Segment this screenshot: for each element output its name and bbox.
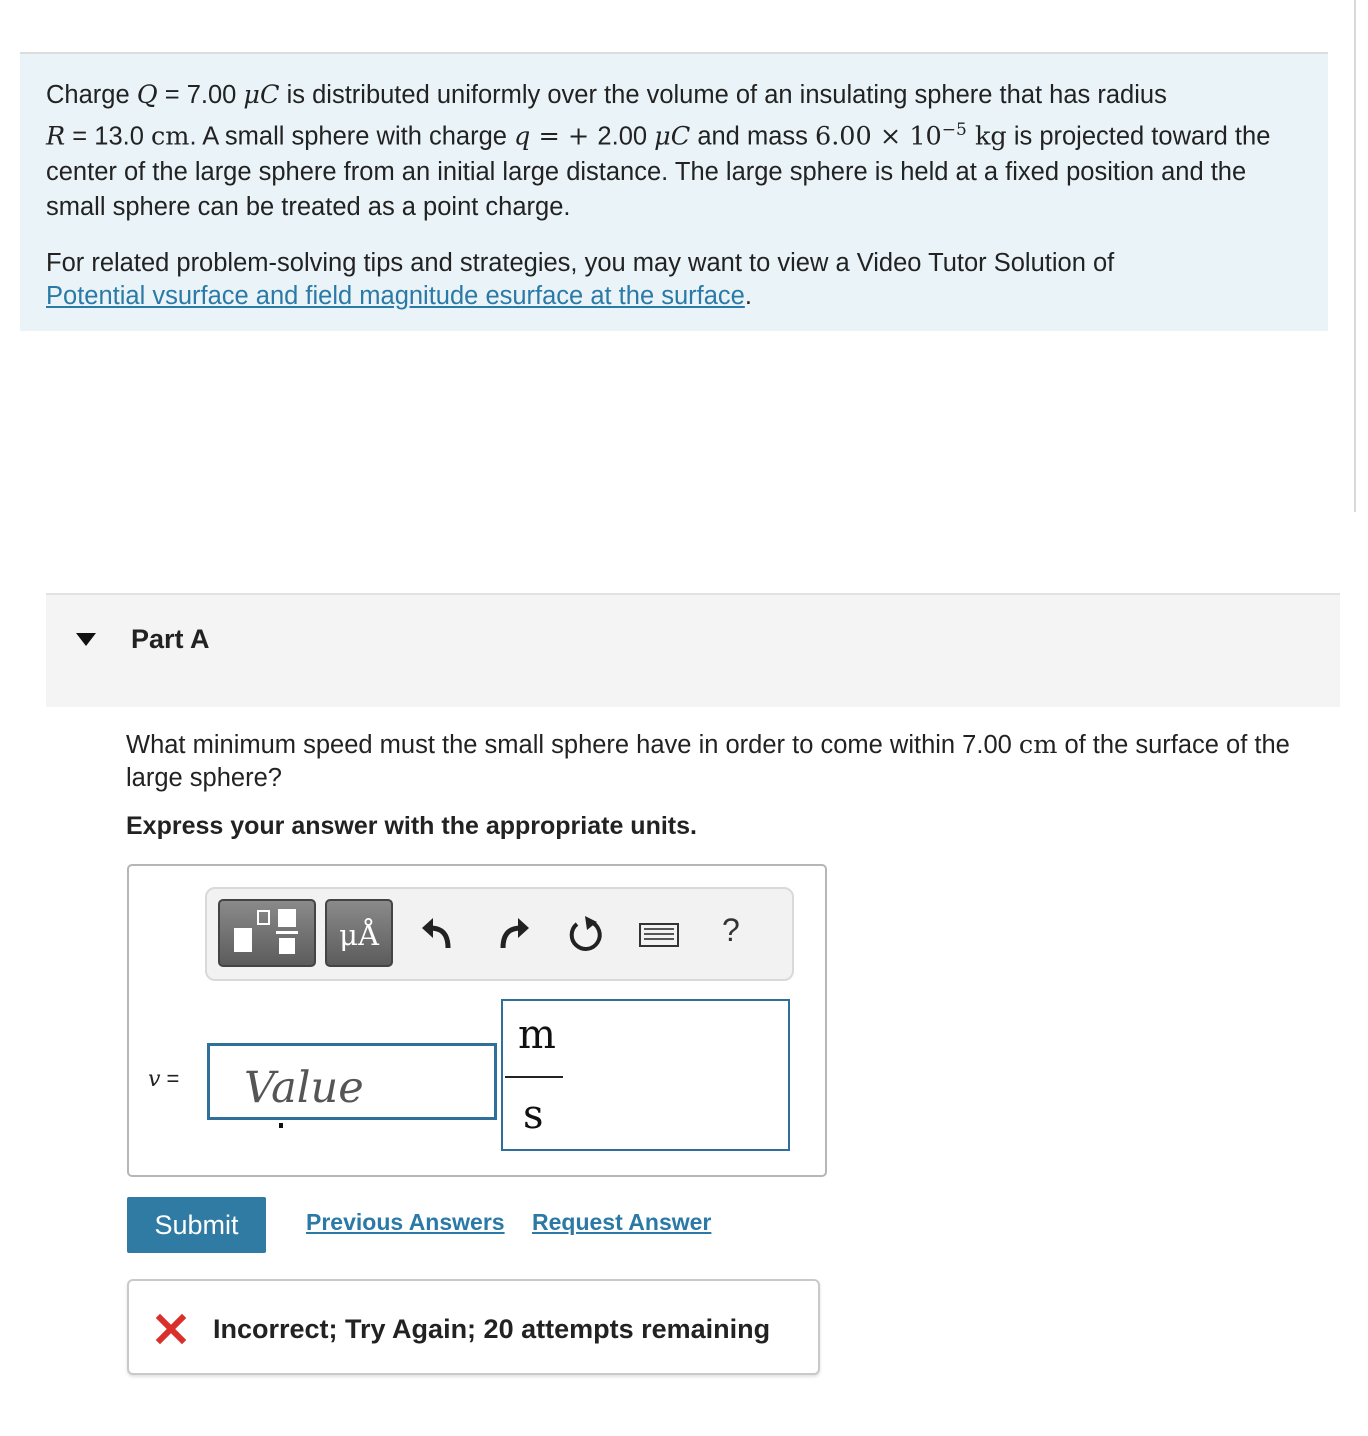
- scrollbar-track: [1354, 0, 1356, 512]
- templates-icon: [220, 901, 314, 965]
- var-Q: Q: [136, 80, 158, 110]
- previous-answers-link[interactable]: Previous Answers: [306, 1209, 505, 1235]
- submit-button[interactable]: Submit: [127, 1197, 266, 1253]
- feedback-message: Incorrect; Try Again; 20 attempts remaining: [213, 1314, 771, 1344]
- problem-intro: [20, 54, 1328, 331]
- help-button[interactable]: ?: [722, 912, 740, 948]
- incorrect-x-icon: [155, 1313, 187, 1345]
- answer-instruction: Express your answer with the appropriate units.: [126, 812, 697, 840]
- request-answer-link[interactable]: Request Answer: [532, 1209, 712, 1235]
- undo-icon[interactable]: [418, 912, 458, 956]
- video-tutor-link[interactable]: Potential vsurface and field magnitude esurface at the surface: [46, 281, 745, 310]
- keyboard-icon[interactable]: [638, 912, 680, 956]
- answer-variable-label: v =: [148, 1066, 180, 1092]
- collapse-triangle-icon[interactable]: [76, 633, 96, 646]
- var-q: q: [514, 121, 531, 152]
- part-a-header[interactable]: [46, 593, 1340, 707]
- reset-icon[interactable]: [565, 912, 605, 956]
- tips-paragraph: For related problem-solving tips and strategies, you may want to view a Video Tutor Solution of Potential vsurface and field magnitude esurface at the surface.: [46, 248, 1115, 310]
- fraction-bar: [505, 1076, 563, 1078]
- templates-button[interactable]: [218, 899, 316, 967]
- unit-numerator: m: [518, 1012, 556, 1058]
- cursor-marker: [279, 1123, 283, 1128]
- value-input[interactable]: [207, 1043, 497, 1120]
- units-button[interactable]: μÅ: [325, 899, 393, 967]
- part-title: Part A: [131, 624, 210, 654]
- unit-denominator: s: [523, 1092, 544, 1138]
- redo-icon[interactable]: [493, 912, 533, 956]
- var-R: R: [46, 121, 66, 152]
- question-text: What minimum speed must the small sphere have in order to come within 7.00 cm of the surface of the large sphere?: [126, 730, 1290, 792]
- problem-statement: Charge Q = 7.00 μC is distributed uniformly over the volume of an insulating sphere that has radius R = 13.0 cm. A small sphere with charge q = + 2.00 μC and mass $6.00 \times 10^{-5}$ kg is projected toward the center of the large sphere from an initial large distance. The large sphere is held at a fixed position and the small sphere can be treated as a point charge.: [46, 80, 1271, 221]
